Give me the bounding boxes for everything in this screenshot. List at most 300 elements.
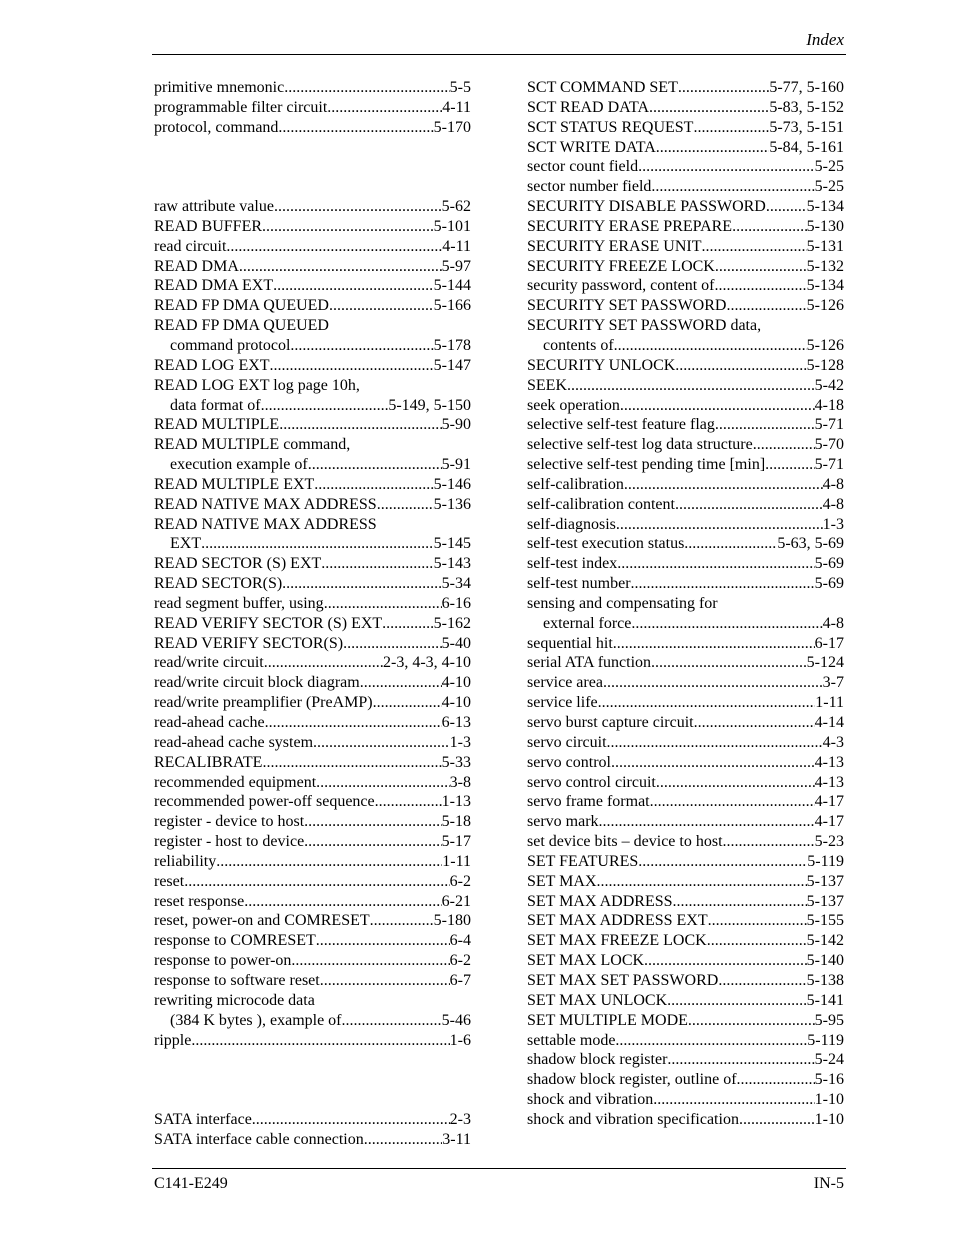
index-entry: [527, 832, 844, 852]
index-term: SECURITY DISABLE PASSWORD: [527, 198, 766, 216]
index-term: read-ahead cache: [154, 714, 265, 732]
index-entry: [527, 78, 844, 98]
dot-leader: [678, 78, 770, 98]
index-entry: [154, 594, 471, 614]
dot-leader: [688, 1011, 815, 1031]
index-page-ref: 4-8: [822, 495, 844, 513]
index-column-left: [154, 78, 471, 1150]
index-page-ref: 5-62: [441, 198, 471, 216]
index-page-ref: 5-71: [814, 456, 844, 474]
index-term: READ FP DMA QUEUED: [154, 317, 329, 335]
index-entry: [154, 971, 471, 991]
dot-leader: [262, 217, 434, 237]
dot-leader: [624, 475, 823, 495]
dot-leader: [615, 1031, 807, 1051]
index-entry: [154, 98, 471, 118]
index-page-ref: 4-17: [814, 813, 844, 831]
index-term: (384 K bytes ), example of: [170, 1011, 342, 1029]
index-page-ref: 5-95: [814, 1011, 844, 1029]
dot-leader: [284, 78, 449, 98]
dot-leader: [675, 356, 806, 376]
index-page-ref: 1-10: [814, 1091, 844, 1109]
index-term: self-calibration: [527, 475, 624, 493]
dot-leader: [737, 1070, 815, 1090]
index-entry: [527, 713, 844, 733]
index-term: SECURITY SET PASSWORD data,: [527, 317, 762, 335]
index-page-ref: 1-13: [441, 793, 471, 811]
index-page-ref: 5-119: [807, 1031, 844, 1049]
index-term: programmable filter circuit: [154, 98, 328, 116]
index-term: servo control: [527, 753, 611, 771]
index-term: service area: [527, 674, 603, 692]
dot-leader: [316, 773, 450, 793]
dot-leader: [644, 951, 807, 971]
dot-leader: [382, 614, 434, 634]
index-term: SET MULTIPLE MODE: [527, 1011, 688, 1029]
index-term: response to COMRESET: [154, 932, 316, 950]
index-entry: [154, 931, 471, 951]
footer-rule: [152, 1168, 846, 1169]
dot-leader: [377, 495, 434, 515]
index-page-ref: 4-10: [441, 694, 471, 712]
index-term: shock and vibration: [527, 1091, 654, 1109]
index-page-ref: 4-11: [442, 237, 471, 255]
index-term: sequential hit: [527, 634, 613, 652]
index-page-ref: 5-131: [806, 237, 844, 255]
index-entry: [154, 892, 471, 912]
index-term: SET MAX ADDRESS: [527, 892, 673, 910]
dot-leader: [766, 197, 807, 217]
dot-leader: [614, 336, 807, 356]
index-entry: [527, 1070, 844, 1090]
index-page-ref: 5-33: [441, 753, 471, 771]
dot-leader: [265, 713, 442, 733]
dot-leader: [715, 276, 807, 296]
index-entry: [154, 812, 471, 832]
index-page-ref: 5-40: [441, 634, 471, 652]
index-page-ref: 5-149, 5-150: [388, 396, 471, 414]
index-term: self-diagnosis: [527, 515, 616, 533]
index-term: rewriting microcode data: [154, 991, 315, 1009]
index-page-ref: 5-17: [441, 833, 471, 851]
index-term: sector count field: [527, 158, 639, 176]
index-term: READ SECTOR(S): [154, 575, 283, 593]
index-page-ref: 3-8: [449, 773, 471, 791]
index-page-ref: 5-97: [441, 257, 471, 275]
dot-leader: [304, 812, 442, 832]
index-page-ref: 5-24: [814, 1051, 844, 1069]
section-gap: [154, 138, 471, 198]
index-term: READ LOG EXT log page 10h,: [154, 376, 360, 394]
index-term: self-calibration content: [527, 495, 675, 513]
index-term: reliability: [154, 852, 217, 870]
index-term: read-ahead cache system: [154, 733, 314, 751]
index-entry: [527, 1011, 844, 1031]
index-term: response to software reset: [154, 971, 320, 989]
index-entry: [527, 316, 844, 336]
index-entry: [527, 911, 844, 931]
index-term: self-test number: [527, 575, 631, 593]
index-term: sector number field: [527, 178, 652, 196]
index-page-ref: 5-136: [433, 495, 471, 513]
index-term: SET MAX ADDRESS EXT: [527, 912, 708, 930]
index-term: SET MAX SET PASSWORD: [527, 971, 719, 989]
index-entry: [154, 217, 471, 237]
index-entry: [527, 197, 844, 217]
index-term: SECURITY FREEZE LOCK: [527, 257, 715, 275]
index-term: servo burst capture circuit: [527, 714, 694, 731]
index-page-ref: 4-11: [442, 98, 471, 116]
index-entry: [527, 515, 844, 535]
dot-leader: [342, 1011, 442, 1031]
index-page-ref: 6-7: [449, 971, 471, 989]
index-term: recommended equipment: [154, 773, 317, 791]
index-entry: [527, 455, 844, 475]
index-term: response to power-on: [154, 952, 292, 970]
index-term: command protocol: [170, 336, 291, 354]
index-entry: [527, 276, 844, 296]
dot-leader: [264, 653, 383, 673]
index-page-ref: 5-128: [806, 356, 844, 374]
dot-leader: [656, 773, 815, 793]
dot-leader: [313, 733, 450, 753]
dot-leader: [201, 534, 434, 554]
index-term: sensing and compensating for: [527, 594, 718, 612]
index-term: READ DMA EXT: [154, 277, 274, 295]
index-term: selective self-test feature flag: [527, 416, 715, 434]
index-entry: [154, 534, 471, 554]
dot-leader: [252, 1110, 450, 1130]
index-entry: [154, 693, 471, 713]
dot-leader: [364, 1130, 443, 1150]
index-page-ref: 5-73, 5-151: [769, 118, 844, 136]
dot-leader: [765, 455, 815, 475]
index-page-ref: 4-8: [822, 614, 844, 632]
index-page-ref: 5-90: [441, 416, 471, 434]
index-entry: [527, 554, 844, 574]
index-page-ref: 6-2: [449, 872, 471, 890]
index-page-ref: 5-180: [433, 912, 471, 930]
dot-leader: [282, 574, 442, 594]
index-term: servo mark: [527, 813, 599, 831]
index-term: reset, power-on and COMRESET: [154, 912, 370, 930]
index-entry: [154, 614, 471, 634]
dot-leader: [651, 653, 807, 673]
index-term: primitive mnemonic: [154, 79, 285, 96]
dot-leader: [726, 296, 806, 316]
index-page-ref: 5-25: [814, 178, 844, 196]
document-id: C141-E249: [154, 1175, 228, 1192]
index-term: READ VERIFY SECTOR(S): [154, 634, 344, 652]
index-term: READ SECTOR (S) EXT: [154, 555, 322, 573]
index-page-ref: 4-3: [822, 733, 844, 751]
index-term: SCT COMMAND SET: [527, 79, 678, 96]
index-term: SECURITY SET PASSWORD: [527, 297, 727, 315]
index-entry: [154, 276, 471, 296]
index-term: SECURITY ERASE PREPARE: [527, 217, 733, 235]
dot-leader: [732, 217, 807, 237]
index-page-ref: 5-70: [814, 436, 844, 454]
index-term: data format of: [170, 396, 261, 414]
index-page-ref: 4-14: [814, 714, 844, 731]
index-term: protocol, command: [154, 118, 279, 136]
index-entry: [154, 554, 471, 574]
index-page-ref: 5-134: [806, 198, 844, 216]
dot-leader: [673, 892, 807, 912]
index-entry: [527, 336, 844, 356]
index-entry: [527, 872, 844, 892]
index-page-ref: 5-137: [806, 892, 844, 910]
dot-leader: [718, 971, 806, 991]
dot-leader: [314, 475, 433, 495]
dot-leader: [184, 872, 449, 892]
running-header: Index: [806, 30, 844, 49]
index-entry: [527, 653, 844, 673]
index-page-ref: 6-17: [814, 634, 844, 652]
dot-leader: [638, 157, 815, 177]
index-entry: [154, 316, 471, 336]
index-page-ref: 5-77, 5-160: [769, 79, 844, 96]
index-term: SEEK: [527, 376, 567, 394]
index-term: external force: [543, 614, 632, 632]
dot-leader: [567, 376, 815, 396]
index-entry: [154, 257, 471, 277]
index-entry: [527, 673, 844, 693]
index-entry: [154, 1110, 471, 1130]
index-entry: [154, 733, 471, 753]
index-entry: [154, 574, 471, 594]
dot-leader: [611, 753, 815, 773]
index-page-ref: 5-46: [441, 1011, 471, 1029]
index-term: READ MULTIPLE: [154, 416, 280, 434]
index-page-ref: 5-143: [433, 555, 471, 573]
index-term: SECURITY UNLOCK: [527, 356, 676, 374]
index-entry: [527, 792, 844, 812]
index-entry: [154, 415, 471, 435]
index-entry: [154, 376, 471, 396]
index-term: self-test execution status: [527, 535, 685, 553]
index-term: RECALIBRATE: [154, 753, 263, 771]
index-term: shadow block register, outline of: [527, 1071, 737, 1089]
index-term: settable mode: [527, 1031, 616, 1049]
index-page-ref: 5-42: [814, 376, 844, 394]
index-page-ref: 4-13: [814, 753, 844, 771]
index-term: SCT STATUS REQUEST: [527, 118, 694, 136]
dot-leader: [753, 435, 815, 455]
index-entry: [527, 892, 844, 912]
index-term: SET MAX UNLOCK: [527, 991, 668, 1009]
index-page-ref: 2-3: [449, 1110, 471, 1128]
index-entry: [154, 792, 471, 812]
index-entry: [154, 118, 471, 138]
index-entry: [154, 753, 471, 773]
index-term: read/write circuit block diagram: [154, 674, 360, 692]
index-entry: [527, 98, 844, 118]
dot-leader: [715, 415, 815, 435]
index-entry: [154, 1031, 471, 1051]
index-term: read/write preamplifier (PreAMP): [154, 694, 373, 712]
index-entry: [527, 495, 844, 515]
dot-leader: [291, 951, 449, 971]
index-entry: [154, 951, 471, 971]
dot-leader: [327, 98, 442, 118]
index-page-ref: 1-10: [814, 1110, 844, 1128]
index-term: READ DMA: [154, 257, 239, 275]
index-term: servo control circuit: [527, 773, 656, 791]
index-entry: [527, 634, 844, 654]
index-page-ref: 5-142: [806, 932, 844, 950]
index-page-ref: 5-134: [806, 277, 844, 295]
index-entry: [527, 435, 844, 455]
index-entry: [527, 138, 844, 158]
dot-leader: [603, 673, 823, 693]
dot-leader: [667, 991, 807, 1011]
index-page-ref: 5-155: [806, 912, 844, 930]
index-page-ref: 3-7: [822, 674, 844, 692]
index-term: READ VERIFY SECTOR (S) EXT: [154, 614, 383, 632]
index-page-ref: 5-140: [806, 952, 844, 970]
index-entry: [154, 872, 471, 892]
dot-leader: [273, 276, 434, 296]
index-page-ref: 5-145: [433, 535, 471, 553]
index-entry: [154, 495, 471, 515]
dot-leader: [191, 1031, 449, 1051]
dot-leader: [278, 118, 433, 138]
index-page-ref: 6-13: [441, 714, 471, 732]
dot-leader: [607, 733, 823, 753]
index-page-ref: 5-137: [806, 872, 844, 890]
index-term: SATA interface: [154, 1110, 252, 1128]
index-term: READ NATIVE MAX ADDRESS: [154, 515, 377, 533]
dot-leader: [597, 872, 807, 892]
index-entry: [154, 653, 471, 673]
index-term: selective self-test pending time [min]: [527, 456, 766, 474]
index-entry: [527, 773, 844, 793]
index-entry: [527, 614, 844, 634]
dot-leader: [308, 455, 442, 475]
index-entry: [527, 475, 844, 495]
dot-leader: [360, 673, 442, 693]
index-entry: [154, 435, 471, 455]
dot-leader: [261, 396, 389, 416]
index-page-ref: 3-11: [442, 1130, 471, 1148]
index-term: reset response: [154, 892, 245, 910]
index-page-ref: 6-21: [441, 892, 471, 910]
dot-leader: [616, 515, 823, 535]
index-term: serial ATA function: [527, 654, 652, 672]
index-entry: [154, 475, 471, 495]
dot-leader: [617, 554, 814, 574]
index-column-right: [527, 78, 844, 1130]
dot-leader: [321, 554, 433, 574]
index-term: seek operation: [527, 396, 620, 414]
dot-leader: [708, 911, 807, 931]
dot-leader: [279, 415, 441, 435]
index-page-ref: 5-34: [441, 575, 471, 593]
index-page-ref: 1-3: [449, 733, 471, 751]
index-entry: [527, 812, 844, 832]
index-term: SET FEATURES: [527, 852, 639, 870]
index-entry: [154, 713, 471, 733]
index-term: SET MAX FREEZE LOCK: [527, 932, 707, 950]
index-entry: [154, 773, 471, 793]
index-entry: [527, 177, 844, 197]
index-term: SCT READ DATA: [527, 98, 649, 116]
dot-leader: [651, 177, 814, 197]
index-term: self-test index: [527, 555, 618, 573]
index-entry: [527, 951, 844, 971]
dot-leader: [270, 356, 434, 376]
dot-leader: [598, 693, 816, 713]
index-term: contents of: [543, 336, 614, 354]
index-page-ref: 5-18: [441, 813, 471, 831]
dot-leader: [329, 296, 434, 316]
index-term: shadow block register: [527, 1051, 668, 1069]
index-page-ref: 5-138: [806, 971, 844, 989]
index-term: EXT: [170, 535, 202, 553]
dot-leader: [274, 197, 442, 217]
index-entry: [527, 931, 844, 951]
index-entry: [527, 1110, 844, 1130]
dot-leader: [675, 495, 823, 515]
index-page-ref: 6-4: [449, 932, 471, 950]
index-page-ref: 2-3, 4-3, 4-10: [383, 654, 471, 672]
index-entry: [154, 634, 471, 654]
index-term: SCT WRITE DATA: [527, 138, 656, 156]
index-page-ref: 5-5: [449, 79, 471, 96]
dot-leader: [650, 792, 815, 812]
dot-leader: [375, 792, 442, 812]
index-page-ref: 5-170: [433, 118, 471, 136]
index-page-ref: 4-18: [814, 396, 844, 414]
dot-leader: [656, 138, 770, 158]
index-term: security password, content of: [527, 277, 715, 295]
index-term: execution example of: [170, 456, 308, 474]
index-page-ref: 5-126: [806, 297, 844, 315]
index-entry: [154, 991, 471, 1011]
index-page-ref: 5-91: [441, 456, 471, 474]
index-page-ref: 4-10: [441, 674, 471, 692]
dot-leader: [693, 118, 769, 138]
index-entry: [527, 971, 844, 991]
dot-leader: [343, 634, 442, 654]
index-page-ref: 6-2: [449, 952, 471, 970]
index-page-ref: 1-11: [442, 852, 471, 870]
index-entry: [527, 296, 844, 316]
dot-leader: [262, 753, 441, 773]
index-entry: [154, 1011, 471, 1031]
index-entry: [154, 237, 471, 257]
index-page-ref: 1-6: [449, 1031, 471, 1049]
index-entry: [527, 356, 844, 376]
dot-leader: [244, 892, 441, 912]
index-entry: [154, 296, 471, 316]
index-term: READ LOG EXT: [154, 356, 270, 374]
dot-leader: [715, 257, 807, 277]
index-term: SET MAX: [527, 872, 597, 890]
index-entry: [527, 1050, 844, 1070]
index-entry: [527, 852, 844, 872]
index-entry: [527, 257, 844, 277]
index-page-ref: 5-124: [806, 654, 844, 672]
index-entry: [527, 991, 844, 1011]
index-term: READ FP DMA QUEUED: [154, 297, 329, 315]
index-entry: [527, 217, 844, 237]
index-term: selective self-test log data structure: [527, 436, 753, 454]
dot-leader: [653, 1090, 814, 1110]
index-entry: [154, 336, 471, 356]
index-page-ref: 5-84, 5-161: [769, 138, 844, 156]
